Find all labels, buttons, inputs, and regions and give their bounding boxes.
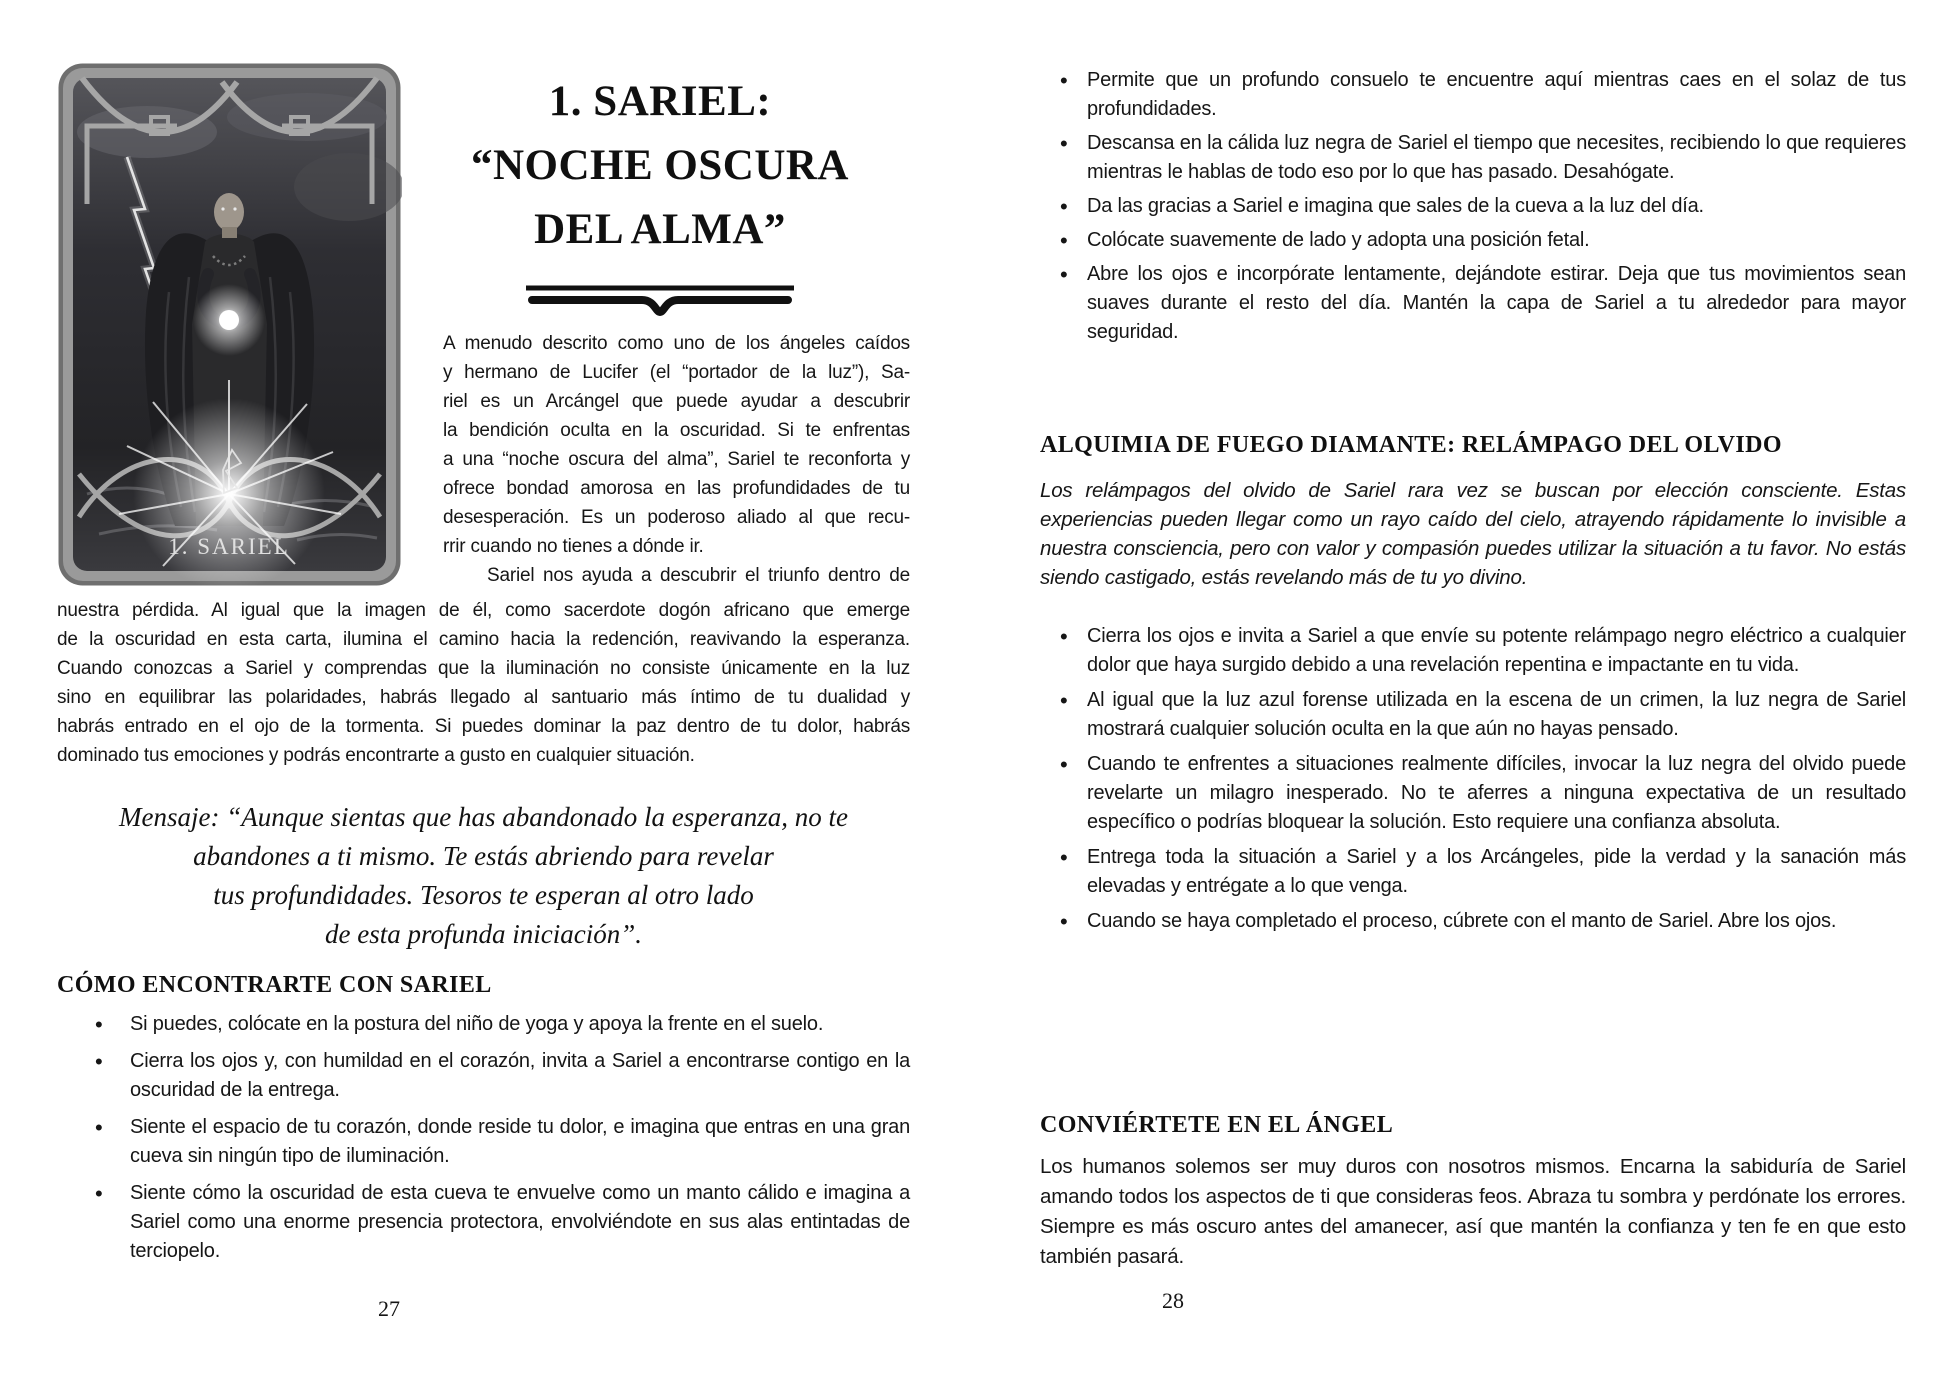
list-item: • Entrega toda la situación a Sariel y a los Arcángeles, pide la verdad y la sanación más elevadas y entrégate a lo que venga.	[1040, 843, 1906, 901]
text-line: a una “noche oscura del alma”, Sariel te reconforta y	[443, 449, 910, 470]
text-line: Cuando conozcas a Sariel y comprendas que la iluminación no consiste únicamente en la luz	[57, 658, 910, 679]
text-line: la bendición oculta en la oscuridad. Si te enfrentas	[443, 420, 910, 441]
text-line: de la oscuridad en esta carta, ilumina el camino hacia la redención, reavivando la esperanza.	[57, 629, 910, 650]
intro-column	[443, 329, 910, 590]
message-line: Mensaje: “Aunque sientas que has abandonado la esperanza, no te	[119, 802, 848, 832]
chapter-title	[410, 70, 910, 262]
chapter-title-line: DEL ALMA”	[534, 206, 786, 253]
list-item: • Cierra los ojos y, con humildad en el corazón, invita a Sariel a encontrarse contigo en la oscuridad de la entrega.	[57, 1047, 910, 1105]
list-item: • Cuando se haya completado el proceso, cúbrete con el manto de Sariel. Abre los ojos.	[1040, 907, 1906, 936]
body-paragraph	[57, 596, 910, 770]
alquimia-intro: Los relámpagos del olvido de Sariel rara vez se buscan por elección consciente. Estas experiencias pueden llegar como un rayo caído del cielo, atrayendo rápidamente lo invisible a nuestra consciencia, pero con valor y compasión puedes utilizar la situación a tu favor. No estás siendo castigado, estás revelando más de tu yo divino.	[1040, 479, 1906, 589]
conviertete-paragraph: Los humanos solemos ser muy duros con nosotros mismos. Encarna la sabiduría de Sariel amando todos los aspectos de ti que consideras feos. Abraza tu sombra y perdónate los errores. Siempre es más oscuro antes del amanecer, así que mantén la confianza y ten fe en que esto también pasará.	[1040, 1155, 1906, 1268]
list-item: • Siente el espacio de tu corazón, donde reside tu dolor, e imagina que entras en una gran cueva sin ningún tipo de iluminación.	[57, 1113, 910, 1171]
section-heading-alquimia: ALQUIMIA DE FUEGO DIAMANTE: RELÁMPAGO DEL OLVIDO	[1040, 432, 1782, 458]
bullet-list-como	[57, 1010, 910, 1274]
text-line: y hermano de Lucifer (el “portador de la luz”), Sa-	[443, 362, 910, 383]
text-line: habrás entrado en el ojo de la tormenta. Si puedes dominar la paz dentro de tu dolor, habrás	[57, 716, 910, 737]
divider-ornament-icon	[524, 282, 796, 318]
angel-illustration	[57, 62, 402, 587]
text-line: dominado tus emociones y podrás encontrarte a gusto en cualquier situación.	[57, 745, 695, 766]
text-line: rrir cuando no tienes a dónde ir.	[443, 536, 704, 557]
section-heading-conviertete: CONVIÉRTETE EN EL ÁNGEL	[1040, 1112, 1394, 1138]
list-item: • Da las gracias a Sariel e imagina que sales de la cueva a la luz del día.	[1040, 192, 1906, 221]
message-line: abandones a ti mismo. Te estás abriendo para revelar	[193, 841, 774, 871]
list-item: • Siente cómo la oscuridad de esta cueva te envuelve como un manto cálido e imagina a Sariel como una enorme presencia protectora, envolviéndote en sus alas entintadas de terciopelo.	[57, 1179, 910, 1266]
text-line: nuestra pérdida. Al igual que la imagen de él, como sacerdote dogón africano que emerge	[57, 600, 910, 621]
text-line: sino en equilibrar las polaridades, habrás llegado al santuario más íntimo de tu dualidad y	[57, 687, 910, 708]
page-number-right: 28	[1162, 1288, 1184, 1313]
text-line: desesperación. Es un poderoso aliado al que recu-	[443, 507, 910, 528]
list-item: • Cierra los ojos e invita a Sariel a que envíe su potente relámpago negro eléctrico a cualquier dolor que haya surgido debido a una revelación repentina e impactante en tu vida.	[1040, 622, 1906, 680]
text-line: ofrece bondad amorosa en las profundidades de tu	[443, 478, 910, 499]
list-item: • Abre los ojos e incorpórate lentamente, dejándote estirar. Deja que tus movimientos sean suaves durante el resto del día. Mantén la capa de Sariel a tu alrededor para mayor seguridad.	[1040, 260, 1906, 347]
text-line: Sariel nos ayuda a descubrir el triunfo dentro de	[487, 565, 910, 586]
message-line: de esta profunda iniciación”.	[325, 919, 642, 949]
text-line: riel es un Arcángel que puede ayudar a descubrir	[443, 391, 910, 412]
list-item: • Cuando te enfrentes a situaciones realmente difíciles, invocar la luz negra del olvido puede revelarte un milagro inesperado. No te aferres a ninguna expectativa de un resultado específico o podrías bloquear la solución. Esto requiere una confianza absoluta.	[1040, 750, 1906, 837]
message-quote	[57, 798, 910, 954]
chapter-title-line: “NOCHE OSCURA	[470, 142, 849, 189]
bullet-list-top	[1040, 66, 1906, 352]
message-line: tus profundidades. Tesoros te esperan al otro lado	[213, 880, 754, 910]
tarot-card-image	[57, 62, 402, 587]
page-number-left: 27	[378, 1296, 400, 1321]
list-item: • Permite que un profundo consuelo te encuentre aquí mientras caes en el solaz de tus profundidades.	[1040, 66, 1906, 124]
card-title-label: 1. SARIEL	[168, 534, 290, 559]
list-item: • Colócate suavemente de lado y adopta una posición fetal.	[1040, 226, 1906, 255]
list-item: • Si puedes, colócate en la postura del niño de yoga y apoya la frente en el suelo.	[57, 1010, 910, 1039]
section-heading-como: CÓMO ENCONTRARTE CON SARIEL	[57, 972, 492, 998]
bullet-list-alquimia	[1040, 622, 1906, 942]
list-item: • Descansa en la cálida luz negra de Sariel el tiempo que necesites, recibiendo lo que requieres mientras le hablas de todo eso por lo que has pasado. Desahógate.	[1040, 129, 1906, 187]
list-item: • Al igual que la luz azul forense utilizada en la escena de un crimen, la luz negra de Sariel mostrará cualquier solución oculta en la que aún no hayas pensado.	[1040, 686, 1906, 744]
text-line: A menudo descrito como uno de los ángeles caídos	[443, 333, 910, 354]
chapter-title-line: 1. SARIEL:	[548, 78, 772, 125]
